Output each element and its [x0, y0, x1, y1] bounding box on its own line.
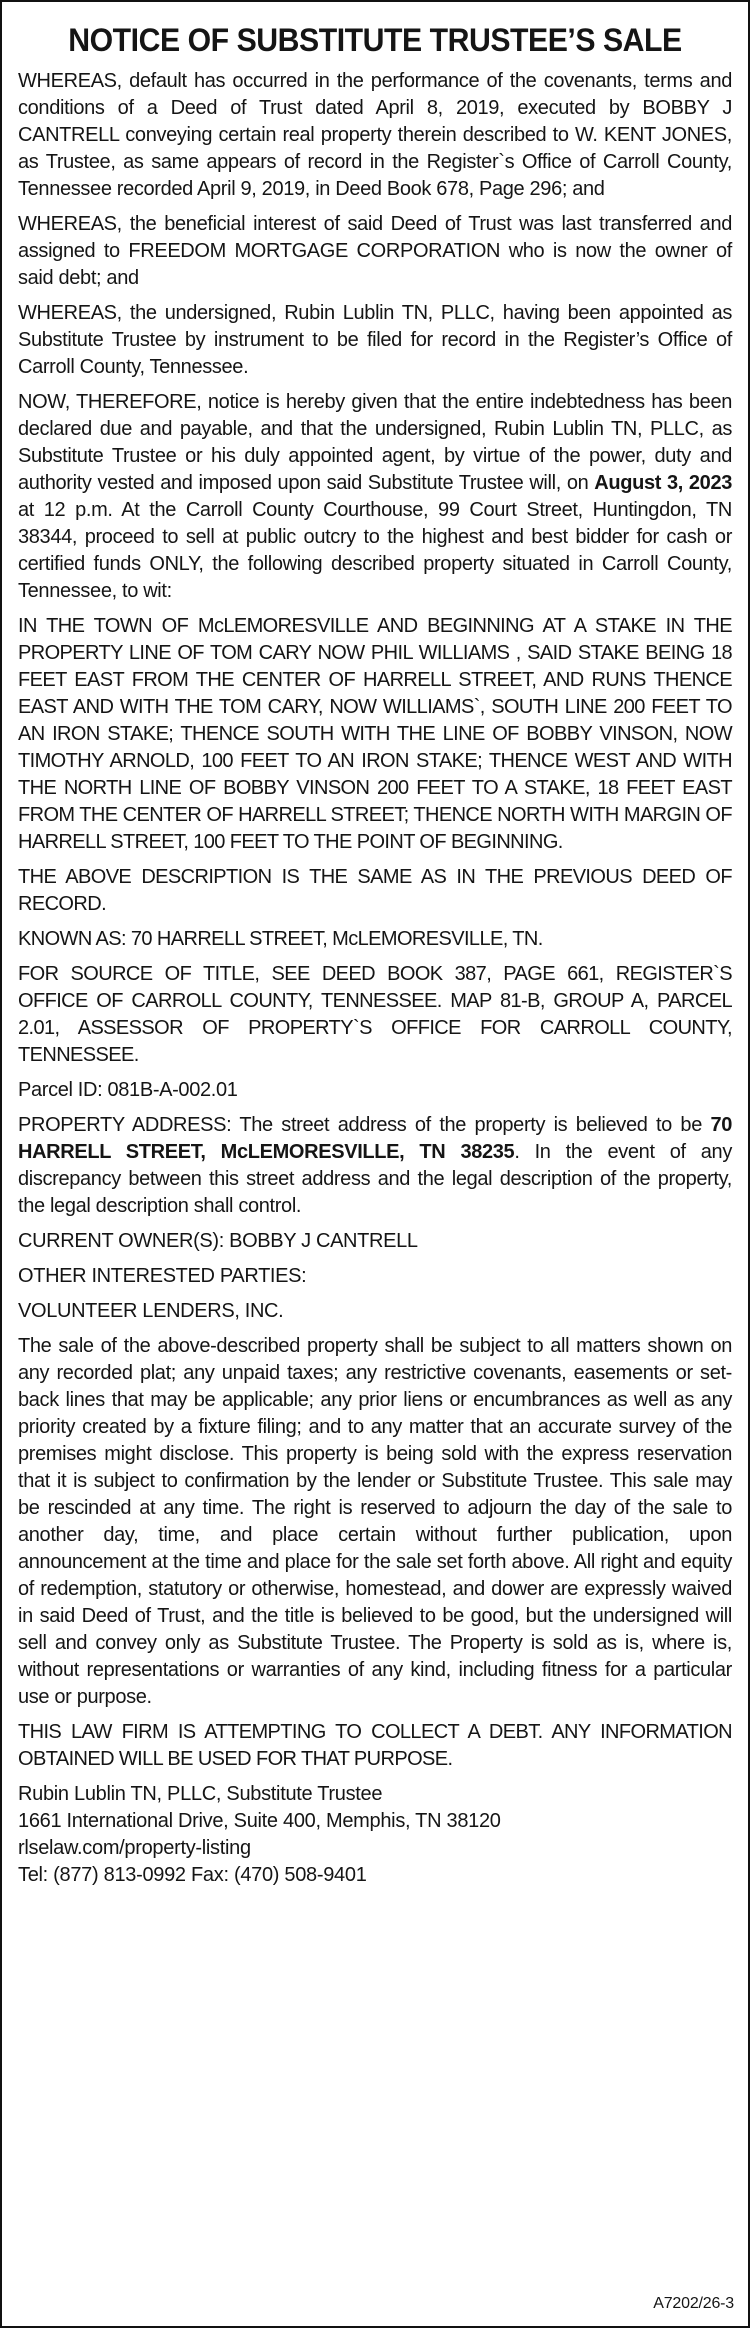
property-address: 70 HARRELL STREET, McLEMORESVILLE, TN 38235 [18, 1114, 732, 1163]
trustee-firm: Rubin Lublin TN, PLLC, Substitute Trustee [18, 1783, 383, 1805]
sale-date: August 3, 2023 [594, 472, 732, 494]
parcel-id: Parcel ID: 081B-A-002.01 [18, 1079, 238, 1101]
notice-title: NOTICE OF SUBSTITUTE TRUSTEE’S SALE [68, 22, 682, 58]
previous-deed-paragraph: THE ABOVE DESCRIPTION IS THE SAME AS IN THE PREVIOUS DEED OF RECORD. [18, 866, 732, 915]
whereas-assignment-paragraph: WHEREAS, the beneficial interest of said Deed of Trust was last transferred and assigned to FREEDOM MORTGAGE CORPORATION who is now the owner of said debt; and [18, 213, 732, 289]
sale-notice-text-start: NOW, THEREFORE, notice is hereby given that the entire indebtedness has been declared due and payable, and that the undersigned, Rubin Lublin TN, PLLC, as Substitute Trustee or his duly appointed agent, by virtue of the power, duty and authority vested and imposed upon said Substitute Trustee will, on [18, 391, 732, 494]
other-interested-parties-label: OTHER INTERESTED PARTIES: [18, 1265, 307, 1287]
interested-party: VOLUNTEER LENDERS, INC. [18, 1300, 284, 1322]
trustee-phone-fax: Tel: (877) 813-0992 Fax: (470) 508-9401 [18, 1864, 367, 1886]
trustee-address: 1661 International Drive, Suite 400, Memphis, TN 38120 [18, 1810, 501, 1832]
property-address-paragraph [18, 1112, 732, 1220]
terms-of-sale-paragraph: The sale of the above-described property shall be subject to all matters shown on any recorded plat; any unpaid taxes; any restrictive covenants, easements or set-back lines that may be applicable; any prior liens or encumbrances as well as any priority created by a fixture filing; and to any matter that an accurate survey of the premises might disclose. This property is being sold with the express reservation that it is subject to confirmation by the lender or Substitute Trustee. This sale may be rescinded at any time. The right is reserved to adjourn the day of the sale to another day, time, and place certain without further publication, upon announcement at the time and place for the sale set forth above. All right and equity of redemption, statutory or otherwise, homestead, and dower are expressly waived in said Deed of Trust, and the title is believed to be good, but the undersigned will sell and convey only as Substitute Trustee. The Property is sold as is, where is, without representations or warranties of any kind, including fitness for a particular use or purpose. [18, 1335, 732, 1708]
whereas-appointment-paragraph: WHEREAS, the undersigned, Rubin Lublin TN, PLLC, having been appointed as Substitute Trustee by instrument to be filed for record in the Register’s Office of Carroll County, Tennessee. [18, 302, 732, 378]
sale-notice-paragraph [18, 389, 732, 605]
trustee-website: rlselaw.com/property-listing [18, 1837, 251, 1859]
known-as-paragraph: KNOWN AS: 70 HARRELL STREET, McLEMORESVILLE, TN. [18, 928, 543, 950]
whereas-default-paragraph: WHEREAS, default has occurred in the performance of the covenants, terms and conditions of a Deed of Trust dated April 8, 2019, executed by BOBBY J CANTRELL conveying certain real property therein described to W. KENT JONES, as Trustee, as same appears of record in the Register`s Office of Carroll County, Tennessee recorded April 9, 2019, in Deed Book 678, Page 296; and [18, 70, 732, 200]
trustee-contact-block [18, 1781, 732, 1889]
notice-reference-code: A7202/26-3 [653, 2295, 734, 2312]
current-owner: CURRENT OWNER(S): BOBBY J CANTRELL [18, 1230, 418, 1252]
property-address-text-end: . In the event of any discrepancy between this street address and the legal description of the property, the legal description shall control. [18, 1141, 732, 1217]
property-address-text-start: PROPERTY ADDRESS: The street address of the property is believed to be [18, 1114, 711, 1136]
legal-description-paragraph: IN THE TOWN OF McLEMORESVILLE AND BEGINNING AT A STAKE IN THE PROPERTY LINE OF TOM CARY NOW PHIL WILLIAMS , SAID STAKE BEING 18 FEET EAST FROM THE CENTER OF HARRELL STREET, AND RUNS THENCE EAST AND WITH THE TOM CARY, NOW WILLIAMS`, SOUTH LINE 200 FEET TO AN IRON STAKE; THENCE SOUTH WITH THE LINE OF BOBBY VINSON, NOW TIMOTHY ARNOLD, 100 FEET TO AN IRON STAKE; THENCE WEST AND WITH THE NORTH LINE OF BOBBY VINSON 200 FEET TO A STAKE, 18 FEET EAST FROM THE CENTER OF HARRELL STREET; THENCE NORTH WITH MARGIN OF HARRELL STREET, 100 FEET TO THE POINT OF BEGINNING. [18, 615, 732, 853]
debt-collection-disclaimer: THIS LAW FIRM IS ATTEMPTING TO COLLECT A DEBT. ANY INFORMATION OBTAINED WILL BE USED FOR THAT PURPOSE. [18, 1721, 732, 1770]
sale-notice-text-end: at 12 p.m. At the Carroll County Courthouse, 99 Court Street, Huntingdon, TN 38344, proceed to sell at public outcry to the highest and best bidder for cash or certified funds ONLY, the following described property situated in Carroll County, Tennessee, to wit: [18, 499, 732, 602]
source-of-title-paragraph: FOR SOURCE OF TITLE, SEE DEED BOOK 387, PAGE 661, REGISTER`S OFFICE OF CARROLL COUNTY, TENNESSEE. MAP 81-B, GROUP A, PARCEL 2.01, ASSESSOR OF PROPERTY`S OFFICE FOR CARROLL COUNTY, TENNESSEE. [18, 963, 732, 1066]
notice-body [18, 68, 732, 1773]
